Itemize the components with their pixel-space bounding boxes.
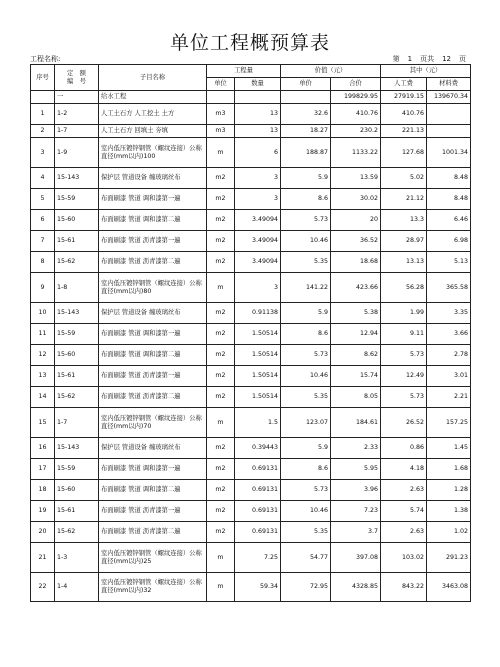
cell-labor: 127.68 bbox=[381, 138, 427, 168]
cell-qty: 13 bbox=[235, 125, 281, 138]
cell-unit: m2 bbox=[207, 387, 235, 408]
cell-unit: m bbox=[207, 573, 235, 602]
table-row bbox=[31, 91, 471, 104]
cell-material bbox=[427, 125, 471, 138]
cell-total: 4328.85 bbox=[331, 573, 381, 602]
table-row bbox=[31, 125, 471, 138]
cell-labor: 2.63 bbox=[381, 480, 427, 501]
cell-material: 1.38 bbox=[427, 501, 471, 522]
cell-total: 30.02 bbox=[331, 189, 381, 210]
header-seq: 序号 bbox=[31, 65, 55, 91]
cell-total: 7.23 bbox=[331, 501, 381, 522]
cell-seq bbox=[31, 91, 55, 104]
cell-seq: 19 bbox=[31, 501, 55, 522]
cell-material bbox=[427, 104, 471, 125]
table-row bbox=[31, 387, 471, 408]
cell-total: 1133.22 bbox=[331, 138, 381, 168]
cell-unit: m2 bbox=[207, 252, 235, 273]
cell-material: 2.21 bbox=[427, 387, 471, 408]
table-row bbox=[31, 104, 471, 125]
cell-labor: 843.22 bbox=[381, 573, 427, 602]
cell-material: 1001.34 bbox=[427, 138, 471, 168]
cell-material: 157.25 bbox=[427, 408, 471, 438]
cell-labor: 410.76 bbox=[381, 104, 427, 125]
cell-material: 1.68 bbox=[427, 459, 471, 480]
cell-name: 保护层 管道设备 缠玻璃丝布 bbox=[99, 168, 207, 189]
cell-price: 5.73 bbox=[281, 210, 331, 231]
cell-total: 5.38 bbox=[331, 303, 381, 324]
cell-code: 15-62 bbox=[55, 387, 99, 408]
cell-material: 2.78 bbox=[427, 345, 471, 366]
page-suffix: 页 bbox=[459, 55, 466, 63]
header-value-group: 价值（元） bbox=[281, 65, 381, 78]
table-row bbox=[31, 459, 471, 480]
cell-material: 291.23 bbox=[427, 543, 471, 573]
cell-seq: 14 bbox=[31, 387, 55, 408]
table-row bbox=[31, 138, 471, 168]
cell-total: 8.62 bbox=[331, 345, 381, 366]
cell-price: 8.6 bbox=[281, 189, 331, 210]
cell-qty: 3.49094 bbox=[235, 231, 281, 252]
cell-labor: 103.02 bbox=[381, 543, 427, 573]
table-row bbox=[31, 366, 471, 387]
cell-qty: 0.91138 bbox=[235, 303, 281, 324]
header-among-group: 其中（元） bbox=[381, 65, 471, 78]
cell-unit: m2 bbox=[207, 366, 235, 387]
cell-material: 3.66 bbox=[427, 324, 471, 345]
budget-table bbox=[30, 64, 471, 602]
cell-price: 5.9 bbox=[281, 438, 331, 459]
cell-seq: 10 bbox=[31, 303, 55, 324]
cell-total: 12.94 bbox=[331, 324, 381, 345]
cell-unit: m3 bbox=[207, 125, 235, 138]
header-price: 单价 bbox=[281, 78, 331, 91]
cell-price: 5.35 bbox=[281, 387, 331, 408]
cell-name: 布面刷漆 管道 沥青漆第二遍 bbox=[99, 522, 207, 543]
cell-material: 8.48 bbox=[427, 189, 471, 210]
cell-material: 3.35 bbox=[427, 303, 471, 324]
cell-seq: 22 bbox=[31, 573, 55, 602]
cell-qty: 0.69131 bbox=[235, 522, 281, 543]
cell-code: 1-2 bbox=[55, 104, 99, 125]
cell-total: 3.7 bbox=[331, 522, 381, 543]
cell-seq: 11 bbox=[31, 324, 55, 345]
cell-seq: 2 bbox=[31, 125, 55, 138]
cell-total: 15.74 bbox=[331, 366, 381, 387]
cell-name: 保护层 管道设备 缠玻璃丝布 bbox=[99, 438, 207, 459]
cell-total: 184.61 bbox=[331, 408, 381, 438]
table-row bbox=[31, 501, 471, 522]
cell-unit: m bbox=[207, 138, 235, 168]
cell-code: 1-7 bbox=[55, 408, 99, 438]
cell-qty: 3 bbox=[235, 189, 281, 210]
cell-price: 5.35 bbox=[281, 522, 331, 543]
cell-price: 141.22 bbox=[281, 273, 331, 303]
table-row bbox=[31, 324, 471, 345]
cell-total: 13.59 bbox=[331, 168, 381, 189]
table-row bbox=[31, 168, 471, 189]
cell-price: 32.6 bbox=[281, 104, 331, 125]
table-row bbox=[31, 573, 471, 602]
cell-seq: 5 bbox=[31, 189, 55, 210]
cell-code: 15-61 bbox=[55, 501, 99, 522]
cell-name: 保护层 管道设备 缠玻璃丝布 bbox=[99, 303, 207, 324]
cell-price: 72.95 bbox=[281, 573, 331, 602]
cell-labor: 5.74 bbox=[381, 501, 427, 522]
cell-seq: 1 bbox=[31, 104, 55, 125]
cell-unit: m2 bbox=[207, 345, 235, 366]
header-quota: 定 额 编 号 bbox=[55, 65, 99, 91]
page-title: 单位工程概预算表 bbox=[169, 32, 330, 54]
cell-name: 室内低压镀锌钢管（螺纹连接）公称直径(mm以内)32 bbox=[99, 573, 207, 602]
cell-labor: 21.12 bbox=[381, 189, 427, 210]
table-row bbox=[31, 543, 471, 573]
cell-seq: 7 bbox=[31, 231, 55, 252]
cell-name: 布面刷漆 管道 沥青漆第二遍 bbox=[99, 252, 207, 273]
cell-unit: m2 bbox=[207, 303, 235, 324]
cell-name: 布面刷漆 管道 沥青漆第一遍 bbox=[99, 501, 207, 522]
cell-code: 1-3 bbox=[55, 543, 99, 573]
table-row bbox=[31, 189, 471, 210]
table-row bbox=[31, 231, 471, 252]
cell-total: 5.95 bbox=[331, 459, 381, 480]
cell-name: 人工土石方 回填土 夯填 bbox=[99, 125, 207, 138]
cell-qty: 0.69131 bbox=[235, 459, 281, 480]
cell-seq: 3 bbox=[31, 138, 55, 168]
cell-total: 410.76 bbox=[331, 104, 381, 125]
cell-code: 15-60 bbox=[55, 345, 99, 366]
header-unit: 单位 bbox=[207, 78, 235, 91]
cell-material: 365.58 bbox=[427, 273, 471, 303]
cell-price: 54.77 bbox=[281, 543, 331, 573]
cell-unit: m2 bbox=[207, 231, 235, 252]
cell-code: 15-143 bbox=[55, 303, 99, 324]
cell-name: 室内低压镀锌钢管（螺纹连接）公称直径(mm以内)70 bbox=[99, 408, 207, 438]
table-row bbox=[31, 408, 471, 438]
cell-material: 6.46 bbox=[427, 210, 471, 231]
header-qty-group: 工程量 bbox=[207, 65, 281, 78]
cell-seq: 18 bbox=[31, 480, 55, 501]
table-row bbox=[31, 273, 471, 303]
page-total: 12 bbox=[442, 55, 451, 63]
cell-qty: 3.49094 bbox=[235, 252, 281, 273]
cell-qty: 0.69131 bbox=[235, 501, 281, 522]
cell-name: 室内低压镀锌钢管（螺纹连接）公称直径(mm以内)80 bbox=[99, 273, 207, 303]
cell-total: 2.33 bbox=[331, 438, 381, 459]
cell-name: 布面刷漆 管道 调和漆第一遍 bbox=[99, 189, 207, 210]
cell-unit: m2 bbox=[207, 438, 235, 459]
cell-code: 15-60 bbox=[55, 480, 99, 501]
cell-code: 15-59 bbox=[55, 459, 99, 480]
cell-labor: 13.13 bbox=[381, 252, 427, 273]
cell-code: 15-143 bbox=[55, 438, 99, 459]
cell-seq: 6 bbox=[31, 210, 55, 231]
cell-qty: 1.50514 bbox=[235, 387, 281, 408]
cell-unit: m2 bbox=[207, 210, 235, 231]
cell-name: 布面刷漆 管道 沥青漆第一遍 bbox=[99, 231, 207, 252]
cell-total: 230.2 bbox=[331, 125, 381, 138]
cell-price bbox=[281, 91, 331, 104]
cell-qty: 1.50514 bbox=[235, 324, 281, 345]
cell-qty: 3 bbox=[235, 168, 281, 189]
cell-unit: m2 bbox=[207, 168, 235, 189]
header-total: 合价 bbox=[331, 78, 381, 91]
table-row bbox=[31, 345, 471, 366]
cell-qty: 13 bbox=[235, 104, 281, 125]
cell-unit: m2 bbox=[207, 189, 235, 210]
cell-labor: 9.11 bbox=[381, 324, 427, 345]
cell-total: 423.66 bbox=[331, 273, 381, 303]
cell-code: 15-62 bbox=[55, 522, 99, 543]
cell-name: 布面刷漆 管道 沥青漆第二遍 bbox=[99, 387, 207, 408]
cell-seq: 20 bbox=[31, 522, 55, 543]
cell-code: 15-62 bbox=[55, 252, 99, 273]
cell-name: 室内低压镀锌钢管（螺纹连接）公称直径(mm以内)100 bbox=[99, 138, 207, 168]
cell-code: 15-61 bbox=[55, 366, 99, 387]
cell-labor: 221.13 bbox=[381, 125, 427, 138]
cell-unit: m bbox=[207, 543, 235, 573]
cell-unit: m bbox=[207, 273, 235, 303]
cell-qty: 3 bbox=[235, 273, 281, 303]
cell-labor: 0.86 bbox=[381, 438, 427, 459]
header-qty: 数量 bbox=[235, 78, 281, 91]
cell-total: 199829.95 bbox=[331, 91, 381, 104]
cell-price: 5.9 bbox=[281, 168, 331, 189]
cell-total: 3.96 bbox=[331, 480, 381, 501]
table-body bbox=[31, 91, 471, 602]
cell-unit: m2 bbox=[207, 480, 235, 501]
project-name-label: 工程名称: bbox=[30, 55, 61, 63]
cell-code: 1-9 bbox=[55, 138, 99, 168]
table-row bbox=[31, 438, 471, 459]
table-row bbox=[31, 480, 471, 501]
cell-price: 5.73 bbox=[281, 345, 331, 366]
cell-qty: 3.49094 bbox=[235, 210, 281, 231]
page-indicator bbox=[385, 54, 466, 64]
cell-material: 5.13 bbox=[427, 252, 471, 273]
table-row bbox=[31, 303, 471, 324]
cell-price: 10.46 bbox=[281, 231, 331, 252]
cell-seq: 9 bbox=[31, 273, 55, 303]
cell-seq: 13 bbox=[31, 366, 55, 387]
cell-qty: 59.34 bbox=[235, 573, 281, 602]
cell-code: 1-7 bbox=[55, 125, 99, 138]
cell-price: 10.46 bbox=[281, 366, 331, 387]
cell-name: 布面刷漆 管道 调和漆第二遍 bbox=[99, 345, 207, 366]
cell-code: 1-8 bbox=[55, 273, 99, 303]
header-labor: 人工费 bbox=[381, 78, 427, 91]
cell-price: 18.27 bbox=[281, 125, 331, 138]
cell-qty: 7.25 bbox=[235, 543, 281, 573]
cell-total: 20 bbox=[331, 210, 381, 231]
cell-labor: 1.99 bbox=[381, 303, 427, 324]
cell-labor: 5.73 bbox=[381, 387, 427, 408]
cell-material: 1.28 bbox=[427, 480, 471, 501]
cell-labor: 4.18 bbox=[381, 459, 427, 480]
cell-code: 15-59 bbox=[55, 324, 99, 345]
cell-material: 1.45 bbox=[427, 438, 471, 459]
cell-name: 布面刷漆 管道 调和漆第一遍 bbox=[99, 324, 207, 345]
cell-price: 10.46 bbox=[281, 501, 331, 522]
table-row bbox=[31, 522, 471, 543]
cell-name: 布面刷漆 管道 调和漆第二遍 bbox=[99, 480, 207, 501]
cell-seq: 4 bbox=[31, 168, 55, 189]
cell-price: 5.73 bbox=[281, 480, 331, 501]
cell-unit: m2 bbox=[207, 459, 235, 480]
cell-labor: 26.52 bbox=[381, 408, 427, 438]
cell-price: 5.35 bbox=[281, 252, 331, 273]
cell-qty: 6 bbox=[235, 138, 281, 168]
cell-name: 布面刷漆 管道 沥青漆第一遍 bbox=[99, 366, 207, 387]
table-row bbox=[31, 210, 471, 231]
cell-code: 一 bbox=[55, 91, 99, 104]
cell-qty: 1.50514 bbox=[235, 345, 281, 366]
cell-qty: 1.50514 bbox=[235, 366, 281, 387]
cell-qty bbox=[235, 91, 281, 104]
cell-labor: 56.28 bbox=[381, 273, 427, 303]
cell-material: 1.02 bbox=[427, 522, 471, 543]
cell-seq: 16 bbox=[31, 438, 55, 459]
cell-labor: 5.02 bbox=[381, 168, 427, 189]
cell-code: 15-61 bbox=[55, 231, 99, 252]
cell-code: 15-143 bbox=[55, 168, 99, 189]
cell-unit: m2 bbox=[207, 324, 235, 345]
cell-seq: 15 bbox=[31, 408, 55, 438]
cell-unit: m2 bbox=[207, 522, 235, 543]
cell-qty: 1.5 bbox=[235, 408, 281, 438]
cell-material: 3463.08 bbox=[427, 573, 471, 602]
header-material: 材料费 bbox=[427, 78, 471, 91]
cell-name: 室内低压镀锌钢管（螺纹连接）公称直径(mm以内)25 bbox=[99, 543, 207, 573]
cell-code: 15-59 bbox=[55, 189, 99, 210]
table-row bbox=[31, 252, 471, 273]
cell-labor: 5.73 bbox=[381, 345, 427, 366]
cell-qty: 0.39443 bbox=[235, 438, 281, 459]
page-prefix: 第 bbox=[392, 55, 400, 63]
cell-name: 人工土石方 人工挖土 土方 bbox=[99, 104, 207, 125]
cell-name: 给水工程 bbox=[99, 91, 207, 104]
cell-code: 1-4 bbox=[55, 573, 99, 602]
cell-qty: 0.69131 bbox=[235, 480, 281, 501]
cell-material: 139670.34 bbox=[427, 91, 471, 104]
page-number: 1 bbox=[407, 55, 413, 63]
cell-total: 8.05 bbox=[331, 387, 381, 408]
cell-labor: 28.97 bbox=[381, 231, 427, 252]
cell-material: 3.01 bbox=[427, 366, 471, 387]
cell-seq: 12 bbox=[31, 345, 55, 366]
cell-labor: 27919.15 bbox=[381, 91, 427, 104]
cell-price: 5.9 bbox=[281, 303, 331, 324]
cell-price: 123.07 bbox=[281, 408, 331, 438]
cell-total: 18.68 bbox=[331, 252, 381, 273]
cell-unit: m bbox=[207, 408, 235, 438]
header-item: 子目名称 bbox=[99, 65, 207, 91]
cell-unit: m2 bbox=[207, 501, 235, 522]
cell-labor: 12.49 bbox=[381, 366, 427, 387]
cell-price: 8.6 bbox=[281, 459, 331, 480]
cell-labor: 2.63 bbox=[381, 522, 427, 543]
cell-name: 布面刷漆 管道 调和漆第二遍 bbox=[99, 210, 207, 231]
cell-material: 6.98 bbox=[427, 231, 471, 252]
cell-price: 188.87 bbox=[281, 138, 331, 168]
page-middle: 页共 bbox=[420, 55, 435, 63]
cell-unit: m3 bbox=[207, 104, 235, 125]
cell-material: 8.48 bbox=[427, 168, 471, 189]
cell-price: 8.6 bbox=[281, 324, 331, 345]
cell-code: 15-60 bbox=[55, 210, 99, 231]
cell-name: 布面刷漆 管道 调和漆第一遍 bbox=[99, 459, 207, 480]
cell-total: 36.52 bbox=[331, 231, 381, 252]
cell-seq: 8 bbox=[31, 252, 55, 273]
cell-unit bbox=[207, 91, 235, 104]
cell-total: 397.08 bbox=[331, 543, 381, 573]
cell-labor: 13.3 bbox=[381, 210, 427, 231]
cell-seq: 17 bbox=[31, 459, 55, 480]
cell-seq: 21 bbox=[31, 543, 55, 573]
